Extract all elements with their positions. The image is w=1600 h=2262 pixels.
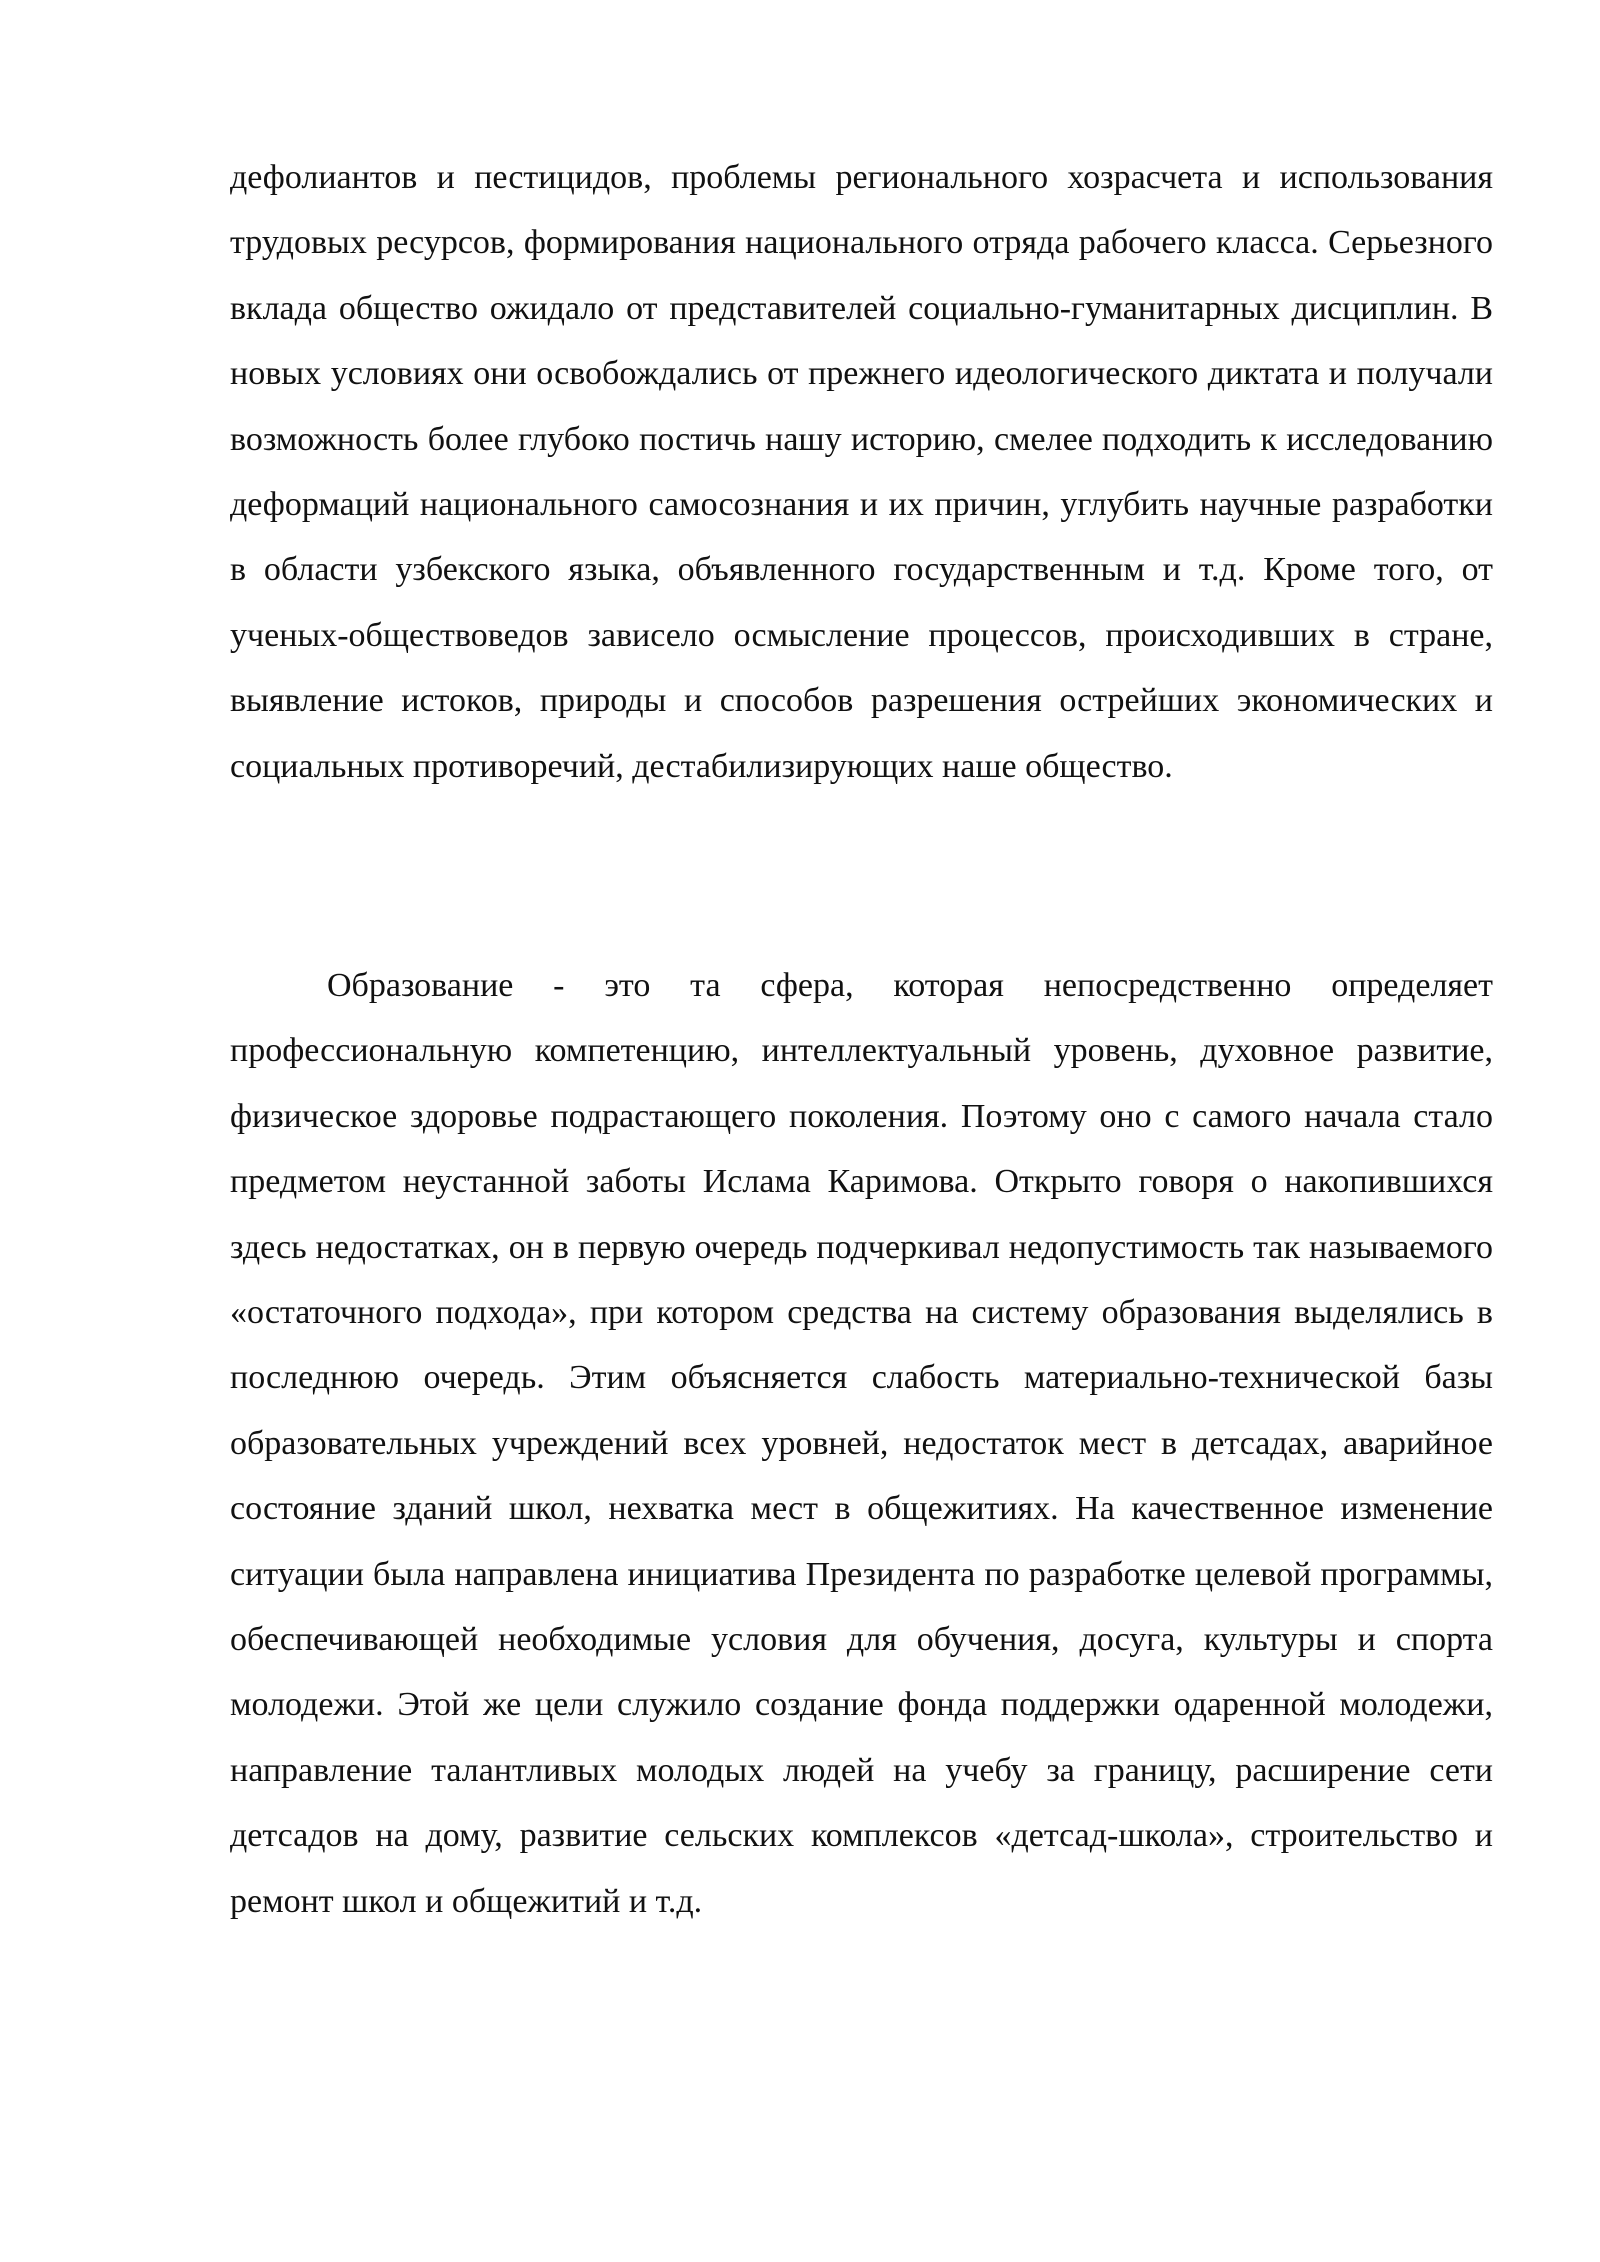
paragraph-text: дефолиантов и пестицидов, проблемы регионального хозрасчета и использования трудовых ресурсов, формирования национального отряда рабочего класса. Серьезного вклада общество ожидало от представителей социально-гуманитарных дисциплин. В новых условиях они освобождались от прежнего идеологического диктата и получали возможность более глубоко постичь нашу историю, смелее подходить к исследованию деформаций национального самосознания и их причин, углубить научные разработки в области узбекского языка, объявленного государственным и т.д. Кроме того, от ученых-обществоведов зависело осмысление процессов, происходивших в стране, выявление истоков, природы и способов разрешения острейших экономических и социальных противоречий, дестабилизирующих наше общество. xyxy=(230,159,1493,785)
paragraph-education xyxy=(230,953,1493,1934)
paragraph-continuation xyxy=(230,145,1493,799)
paragraph-text: Образование - это та сфера, которая непосредственно определяет профессиональную компетенцию, интеллектуальный уровень, духовное развитие, физическое здоровье подрастающего поколения. Поэтому оно с самого начала стало предметом неустанной заботы Ислама Каримова. Открыто говоря о накопившихся здесь недостатках, он в первую очередь подчеркивал недопустимость так называемого «остаточного подхода», при котором средства на систему образования выделялись в последнюю очередь. Этим объясняется слабость материально-технической базы образовательных учреждений всех уровней, недостаток мест в детсадах, аварийное состояние зданий школ, нехватка мест в общежитиях. На качественное изменение ситуации была направлена инициатива Президента по разработке целевой программы, обеспечивающей необходимые условия для обучения, досуга, культуры и спорта молодежи. Этой же цели служило создание фонда поддержки одаренной молодежи, направление талантливых молодых людей на учебу за границу, расширение сети детсадов на дому, развитие сельских комплексов «детсад-школа», строительство и ремонт школ и общежитий и т.д. xyxy=(230,967,1493,1920)
